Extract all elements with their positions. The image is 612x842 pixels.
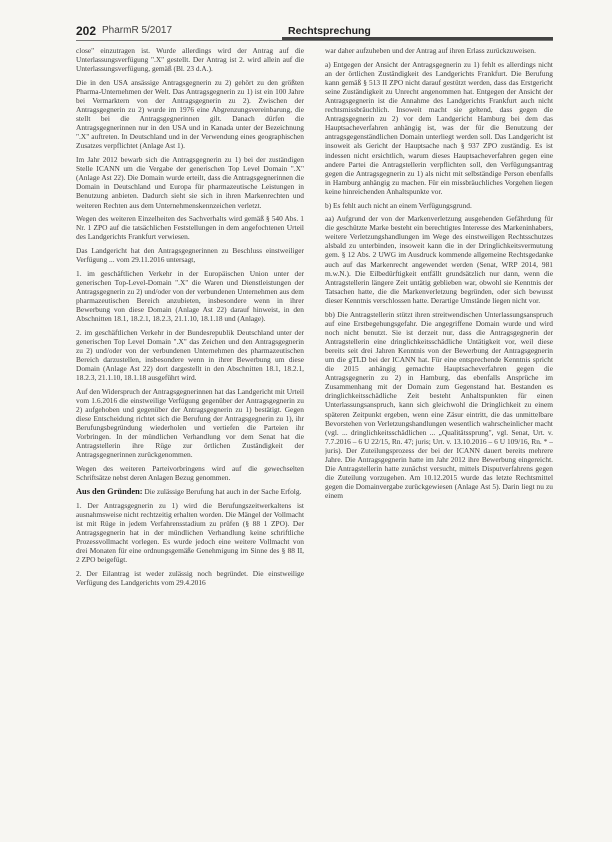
right-paragraph-2: a) Entgegen der Ansicht der Antragsgegnerin zu 1) fehlt es allerdings nicht an der örtlichen Zuständigkeit des Landgerichts Frankfurt. Die Berufung kann gemäß § 513 II ZPO nicht darauf gestützt werden, dass das Erstgericht seine Zuständigkeit zu Unrecht angenommen hat. Entgegen der Ansicht der Antragsgegnerin ist die Annahme des Landgerichts Frankfurt auch nicht rechtsmissbräuchlich. Insoweit macht sie geltend, dass gegen die Antragsgegnerin zu 2) vor dem Landgericht Hamburg bei dem das Hauptsacheverfahren anhängig ist, was der für die Benutzung der antragsgegenständlichen Domain unterliegt werden soll. Das Landgericht ist insoweit als Gericht der Hauptsache nach § 937 ZPO zuständig. Es ist indessen nicht ersichtlich, warum dieses Hauptsacheverfahren gegen eine andere Partei die Antragstellerin verpflichten soll, den Verfügungsantrag gegen die Antragsgegnerin zu 1) als nicht mit selbständige Person ebenfalls in Hamburg anhängig zu machen. Für ein missbräuchliches Vorgehen liegen keine hinreichenden Anhaltspunkte vor. (325, 59, 553, 196)
right-column (325, 46, 553, 816)
left-paragraph-11: 1. Der Antragsgegnerin zu 1) wird die Berufungszeitwerkaltens ist ausnahmsweise nicht rechtzeitig erhalten worden. Die Mängel der Vollmacht ist mit Rüge in jedem Verfahrensstadium zu prüfen (§ 88 1 ZPO). Der Antragsgegnerin hat in der mündlichen Verhandlung keine schriftliche Prozessvollmacht vorlegen. Es wurde jedoch eine weitere Vollmacht von drei Monaten für eine ordnungsgemäße Genehmigung im Sinne des § 88 II, 2 ZPO beigefügt. (76, 500, 304, 565)
left-paragraph-6: 1. im geschäftlichen Verkehr in der Europäischen Union unter der generischen Top-Level-Domain ".X" die Waren und Dienstleistungen der Antragsgegnerin zu 2) und/oder von der verbundenen Unternehmen aus dem pharmazeutischen Bereich anzubieten, insbesondere wenn in ihrer Bewerbung von diese Domain (Anlage Ast 22) darauf hinweist, in den Abschnitten 18.1, 18.2.1, 18.2.3, 21.1.10, 18.1.18 und (Anlage). (76, 268, 304, 324)
left-paragraph-4: Wegen des weiteren Einzelheiten des Sachverhalts wird gemäß § 540 Abs. 1 Nr. 1 ZPO auf die tatsächlichen Feststellungen in dem angefochtenen Urteil des Landgerichts Frankfurt verwiesen. (76, 214, 304, 242)
right-paragraph-5: bb) Die Antragstellerin stützt ihren streitwendischen Unterlassungsanspruch auf eine Erstbegehungsgefahr. Die angegriffene Domain wurde und wird noch nicht benutzt. Sie ist derzeit nur, dass die Antragsgegnerin der Antragstellerin eine dringlichkeitsschädliche Untätigkeit vor, weil diese bereits seit drei Jahren Kenntnis von der Bewerbung der Antragsgegnerin um die gTLD bei der ICANN hat. Für eine entsprechende Kenntnis spricht die 2015 anhängig gemachte Hauptsacheverfahren gegen die Antragsgegnerin zu 2) in Hamburg, das ebenfalls Ansprüche im Zusammenhang mit der Domain zum Gegenstand hat. Bestanden es dringlichkeitsschädliche Zeit besteht Anhaltspunkten für einen Unterlassungsanspruch, kann sich gleichwohl die Dringlichkeit zu einem späteren Zeitpunkt ergeben, wenn eine Zäsur eintritt, die das unmittelbare Bevorstehen von Verletzungshandlungen wesentlich wahrscheinlicher macht (vgl. ... dringlichkeitsschädlichen ... „Qualitätssprung", vgl. Senat, Urt. v. 7.7.2016 – 6 U 22/15, Rn. 47; juris; Urt. v. 13.10.2016 – 6 U 109/16, Rn. * – juris). Der Zuteilungsprozess der bei der ICANN dauert bereits mehrere Jahre. Die Antragsgegnerin hatte im Jahr 2012 ihre Bewerbung eingereicht. Die Antragstellerin hatte zunächst versucht, mittels Disputverfahrens gegen die Zuteilung vorzugehen. Am 10.12.2015 wurde das letzte Rechtsmittel gegen die Domainvergabe zurückgewiesen (Anlage Ast 5). Darin liegt nu zu einem (325, 309, 553, 501)
header-rule (76, 40, 553, 41)
left-paragraph-8: Auf den Widerspruch der Antragsgegnerinnen hat das Landgericht mit Urteil vom 1.6.2016 die einstweilige Verfügung gegenüber der Antragsgegnerin zu 2) aufgehoben und gegenüber der Antragsgegnerin zu 1) bestätigt. Gegen diese Entscheidung richtet sich die Berufung der Antragsgegnerin zu 1), ihr Berufungsbegründung wiederholen und vertiefen die Parteien ihr Vorbringen. In der mündlichen Verhandlung vor dem Senat hat die Antragstellerin ihre Rüge zur örtlichen Zuständigkeit der Antragsgegnerinnen zurückgenommen. (76, 386, 304, 460)
right-paragraph-1: war daher aufzuheben und der Antrag auf ihren Erlass zurückzuweisen. (325, 46, 536, 55)
left-paragraph-3: Im Jahr 2012 bewarb sich die Antragsgegnerin zu 1) bei der zuständigen Stelle ICANN um die Vergabe der generischen Top Level Domain ".X" (Anlage Ast 22). Die Domain wurde erteilt, dass die Antragsgegnerinnen die Domain in Deutschland und Europa für pharmazeutische Leistungen in Benutzung anbieten. Dadurch sieht sie sich in ihren Markenrechten und weiteren Rechten aus dem Unternehmenskennzeichen verletzt. (76, 155, 304, 210)
right-paragraph-3: b) Es fehlt auch nicht an einem Verfügungsgrund. (325, 200, 472, 210)
left-paragraph-2: Die in den USA ansässige Antragsgegnerin zu 2) gehört zu den größten Pharma-Unternehmen der Welt. Das Antragsgegnerin zu 1) ist ein 100 Jahre bei Vermarktern von der Antragsgegnerin zu 2). Zwischen der Antragsgegnerin zu 2) wurde im 1976 eine Abgrenzungsvereinbarung, die stellt bei die Antragsgegnerinnen gilt. Danach dürfen die Antragsgegnerinnen nur in den USA und in Kanada unter der Bezeichnung ".X" auftreten. In Deutschland und in der Verwendung eines geographischen Zusatzes verpflichtet (Anlage Ast 1). (76, 77, 304, 151)
reasons-paragraph (76, 487, 304, 496)
journal-issue: PharmR 5/2017 (102, 25, 173, 36)
right-paragraph-4: aa) Aufgrund der von der Markenverletzung ausgehenden Gefährdung für die geschützte Marke besteht ein berechtigtes Interesse des Markeninhabers, weitere Verletzungshandlungen im Wege des einstweiligen Rechtsschutzes alsbald zu unterbinden, insoweit kann die in der Dringlichkeitsvermutung gem. § 12 Abs. 2 UWG im Ausdruck kommende allgemeine Rechtsgedanke auch auf das Markenrecht angewendet werden (Senat, WRP 2014, 981 m.w.N.). Die Eilbedürftigkeit entfällt grundsätzlich nur dann, wenn die Antragstellerin längere Zeit untätig geblieben war, obwohl sie Kenntnis der Tatsachen hatte, die die Markenverletzung begründen, oder sich bewusst dieser Kenntnis verschlossen hatte. Derartige Umstände liegen nicht vor. (325, 214, 553, 305)
left-paragraph-5: Das Landgericht hat den Antragsgegnerinnen zu Beschluss einstweiliger Verfügung ... vom 29.11.2016 untersagt, (76, 245, 304, 264)
section-rule (282, 37, 553, 40)
left-paragraph-9: Wegen des weiteren Parteivorbringens wird auf die gewechselten Schriftsätze nebst deren Anlagen Bezug genommen. (76, 463, 304, 483)
left-paragraph-7: 2. im geschäftlichen Verkehr in der Bundesrepublik Deutschland unter der generischen Top Level Domain ".X" das Zeichen und den Antragsgegnerin zu 2) und/oder von der verbundenen Unternehmen des pharmazeutischen Bereich darzustellen, insbesondere wenn in ihrer Bewerbung um diese Domain (Anlage Ast 22) dort dargestellt in den Abschnitten 18.1, 18.2.1, 18.2.3, 21.1.10, 18.1.18 ausgeführt wird. (76, 327, 304, 383)
left-column (76, 46, 304, 816)
page-header (76, 22, 553, 44)
left-paragraph-12: 2. Der Eilantrag ist weder zulässig noch begründet. Die einstweilige Verfügung des Landgerichts vom 29.4.2016 (76, 568, 304, 587)
section-title: Rechtsprechung (288, 25, 371, 37)
left-paragraph-1: close" einzutragen ist. Wurde allerdings wird der Antrag auf die Unterlassungsverfügung ".X" gestellt. Der Antrag ist 2. wird allein auf die Unterlassungsverfügung, gemäß (Bl. 23 d.A.). (76, 46, 304, 74)
reasons-text: Die zulässige Berufung hat auch in der Sache Erfolg. (142, 487, 302, 497)
reasons-heading: Aus den Gründen: (76, 487, 143, 497)
page-number: 202 (76, 24, 97, 38)
